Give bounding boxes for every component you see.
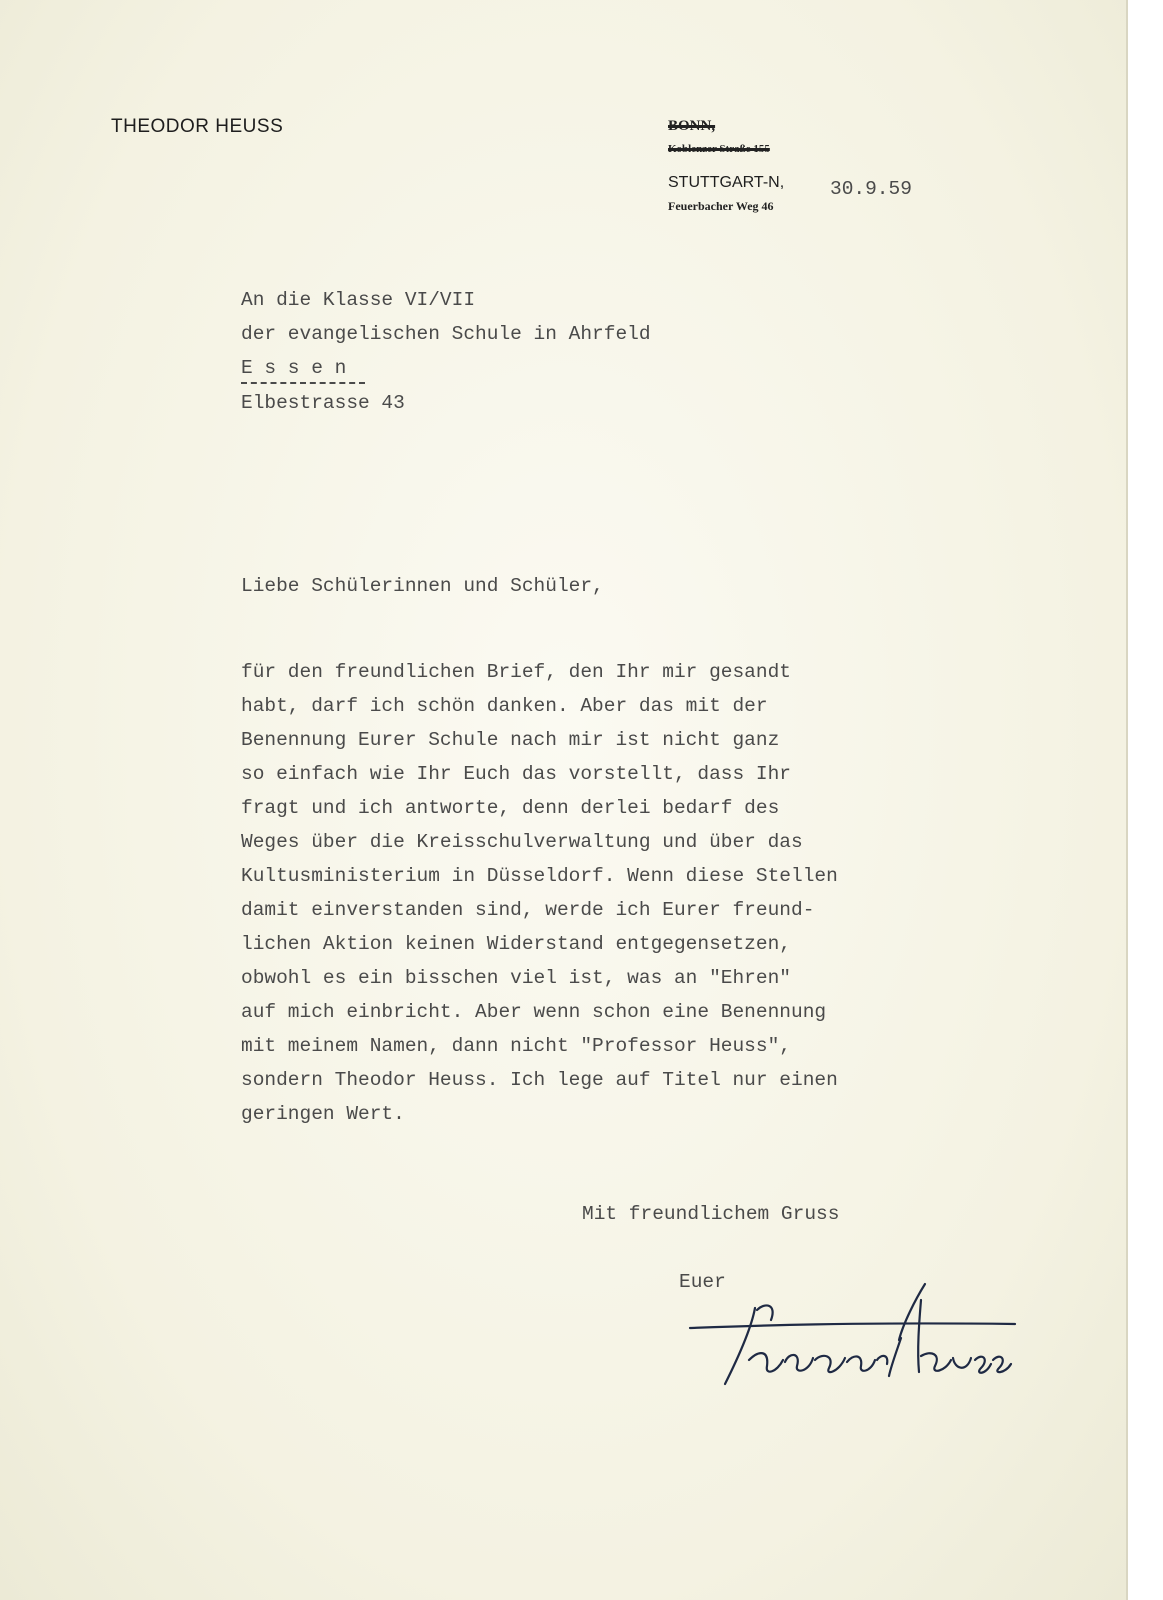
address-line: der evangelischen Schule in Ahrfeld [241, 323, 651, 345]
valediction: Euer [679, 1271, 726, 1293]
signature-image [685, 1280, 1025, 1390]
letterhead-name: THEODOR HEUSS [111, 116, 284, 137]
body-line: für den freundlichen Brief, den Ihr mir gesandt [241, 661, 791, 683]
address-line: An die Klasse VI/VII [241, 289, 476, 311]
closing: Mit freundlichem Gruss [582, 1203, 840, 1225]
struck-street: Koblenzer Straße 155 [668, 143, 770, 155]
address-line-city: E s s e n [241, 357, 347, 379]
body-line: damit einverstanden sind, werde ich Eurer freund- [241, 899, 815, 921]
body-line: obwohl es ein bisschen viel ist, was an "Ehren" [241, 967, 791, 989]
body-line: Kultusministerium in Düsseldorf. Wenn diese Stellen [241, 865, 838, 887]
scan-edge [1128, 0, 1163, 1600]
body-line: Benennung Eurer Schule nach mir ist nicht ganz [241, 729, 780, 751]
sender-street: Feuerbacher Weg 46 [668, 199, 774, 213]
city-underline [241, 382, 365, 384]
body-line: so einfach wie Ihr Euch das vorstellt, dass Ihr [241, 763, 791, 785]
body-line: geringen Wert. [241, 1103, 405, 1125]
body-line: mit meinem Namen, dann nicht "Professor Heuss", [241, 1035, 791, 1057]
body-line: auf mich einbricht. Aber wenn schon eine Benennung [241, 1001, 827, 1023]
struck-city: BONN, [668, 118, 716, 134]
address-line: Elbestrasse 43 [241, 392, 405, 414]
body-line: fragt und ich antworte, denn derlei bedarf des [241, 797, 780, 819]
salutation: Liebe Schülerinnen und Schüler, [241, 575, 604, 597]
body-line: Weges über die Kreisschulverwaltung und über das [241, 831, 803, 853]
body-line: sondern Theodor Heuss. Ich lege auf Titel nur einen [241, 1069, 838, 1091]
body-line: lichen Aktion keinen Widerstand entgegensetzen, [241, 933, 791, 955]
sender-city: STUTTGART-N, [668, 174, 785, 191]
body-line: habt, darf ich schön danken. Aber das mit der [241, 695, 768, 717]
letter-date: 30.9.59 [830, 178, 912, 200]
